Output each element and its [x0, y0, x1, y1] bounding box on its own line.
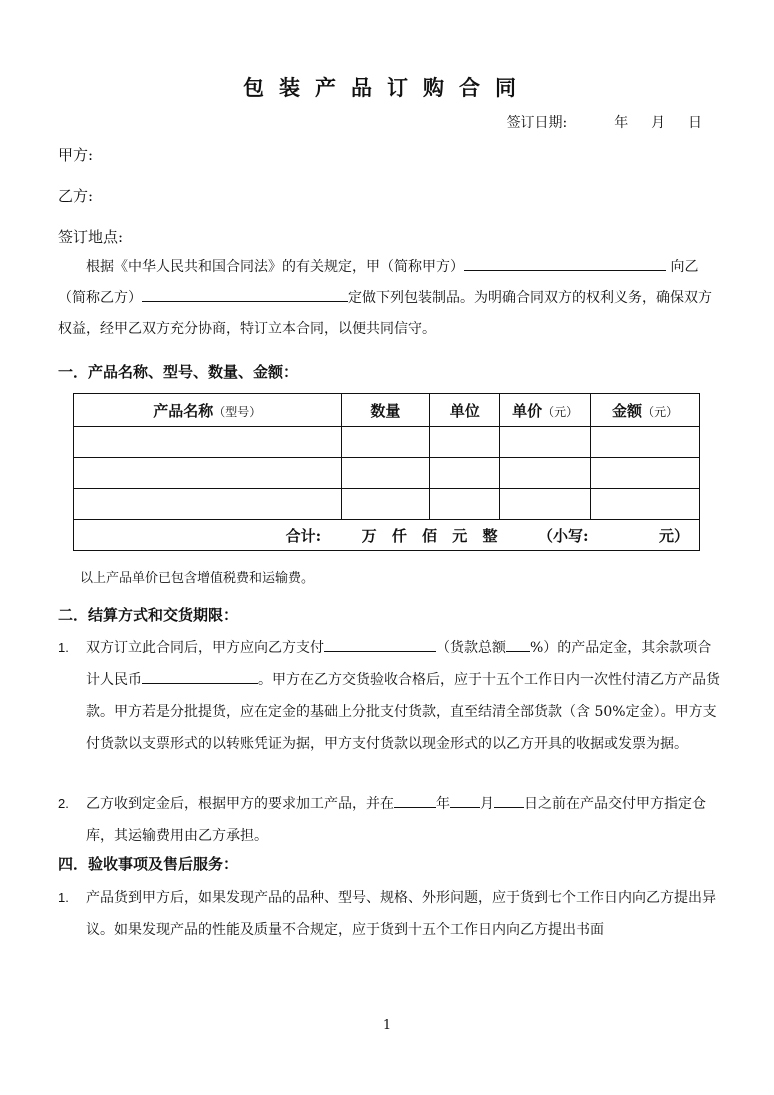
- location-label: 签订地点:: [58, 228, 124, 246]
- sign-date-day: 日: [688, 115, 702, 131]
- item-number: 2.: [58, 796, 69, 811]
- table-cell[interactable]: [430, 427, 500, 458]
- table-cell[interactable]: [74, 489, 342, 520]
- product-table: [73, 393, 700, 551]
- party-b-label: 乙方:: [58, 187, 94, 205]
- table-cell[interactable]: [341, 458, 430, 489]
- table-cell[interactable]: [430, 489, 500, 520]
- deposit-percent-blank[interactable]: [506, 635, 530, 652]
- total-units: 万 仟 佰 元 整: [361, 526, 498, 545]
- delivery-month-blank[interactable]: [450, 791, 480, 808]
- sign-date-label: 签订日期:: [506, 115, 568, 131]
- table-total-row: [74, 520, 700, 551]
- delivery-year-blank[interactable]: [394, 791, 436, 808]
- table-cell[interactable]: [500, 427, 591, 458]
- table-row: [74, 489, 700, 520]
- table-cell[interactable]: [341, 489, 430, 520]
- page-number: 1: [382, 1018, 392, 1033]
- table-header-row: [74, 394, 700, 427]
- intro-part-3: 定做下列包装制品。为明确合同双方的权利义务，确保双方权益，经甲乙双方充分协商，特订立本合同，以便共同信守。: [58, 290, 712, 337]
- total-cell: [74, 520, 700, 551]
- header-quantity: 数量: [341, 394, 430, 427]
- sign-date: [507, 112, 702, 132]
- table-cell[interactable]: [500, 489, 591, 520]
- sign-date-year: 年: [614, 115, 629, 131]
- table-cell[interactable]: [591, 427, 700, 458]
- section-2-item-2: 2. 乙方收到定金后，根据甲方的要求加工产品，并在 年 月 日之前在产品交付甲方指定仓库，其运输费用由乙方承担。: [58, 788, 721, 852]
- item-number: 1.: [58, 640, 69, 655]
- section-2-title: 二．结算方式和交货期限：: [58, 606, 239, 624]
- header-unit-price: 单价（元）: [500, 394, 591, 427]
- sign-date-month: 月: [651, 115, 666, 131]
- header-amount: 金额（元）: [591, 394, 700, 427]
- table-cell[interactable]: [430, 458, 500, 489]
- item-text: 产品货到甲方后，如果发现产品的品种、型号、规格、外形问题，应于货到七个工作日内向乙方提出异议。如果发现产品的性能及质量不合规定，应于货到十五个工作日内向乙方提出书面: [86, 890, 716, 938]
- table-cell[interactable]: [74, 427, 342, 458]
- total-lower-end: 元）: [658, 526, 689, 545]
- party-b-name-blank[interactable]: [142, 285, 348, 302]
- header-product-name: 产品名称（型号）: [74, 394, 342, 427]
- remaining-amount-blank[interactable]: [142, 667, 258, 684]
- intro-part-1: 根据《中华人民共和国合同法》的有关规定，甲（简称甲方）: [86, 259, 464, 275]
- table-cell[interactable]: [591, 489, 700, 520]
- table-cell[interactable]: [591, 458, 700, 489]
- table-note: 以上产品单价已包含增值税费和运输费。: [80, 571, 315, 586]
- section-4-item-1: [58, 882, 721, 946]
- section-1-title: 一．产品名称、型号、数量、金额：: [58, 363, 299, 381]
- header-unit: 单位: [430, 394, 500, 427]
- section-4-title: 四．验收事项及售后服务：: [58, 855, 239, 873]
- intro-paragraph: [58, 252, 721, 345]
- total-label: 合计:: [285, 526, 322, 545]
- table-row: [74, 427, 700, 458]
- total-lower-label: （小写:: [537, 526, 589, 545]
- delivery-day-blank[interactable]: [494, 791, 524, 808]
- table-cell[interactable]: [74, 458, 342, 489]
- party-a-label: 甲方:: [58, 146, 94, 164]
- table-row: [74, 458, 700, 489]
- deposit-amount-blank[interactable]: [324, 635, 436, 652]
- table-cell[interactable]: [341, 427, 430, 458]
- party-a-name-blank[interactable]: [464, 254, 666, 271]
- section-2-item-1: 1. 双方订立此合同后，甲方应向乙方支付 （货款总额 %）的产品定金，其余款项合计人民币 。甲方在乙方交货验收合格后，应于十五个工作日内一次性付清乙方产品货款。甲方若是分批提货，应在定金的基础上分批支付货款，直至结清全部货款（含 50%定金）。甲方支付货款以支票形式的以转账凭证为据，甲方支付货款以现金形式的以乙方开具的收据或发票为据。: [58, 632, 721, 760]
- intro-part-2: 向乙（简称乙方）: [58, 259, 699, 306]
- item-number: 1.: [58, 890, 69, 905]
- table-cell[interactable]: [500, 458, 591, 489]
- document-title: 包装产品订购合同: [243, 75, 531, 100]
